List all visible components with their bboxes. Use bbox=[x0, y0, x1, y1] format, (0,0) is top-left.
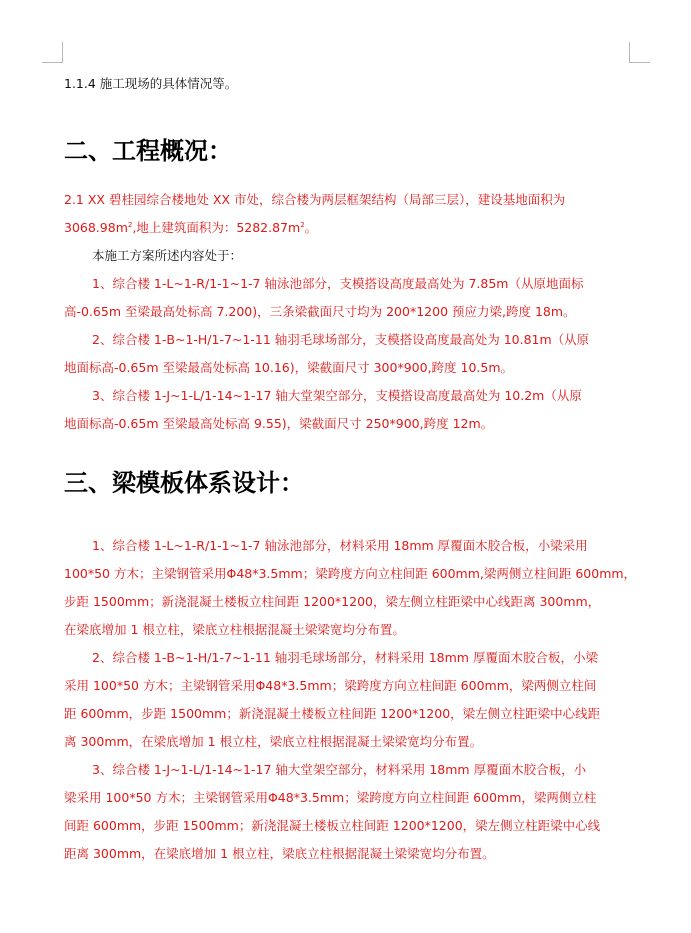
item-line: 地面标高-0.65m 至梁最高处标高 10.16)，梁截面尺寸 300*900,跨度 10.5m。 bbox=[64, 360, 514, 375]
section-2-item-3 bbox=[64, 382, 634, 438]
section-3-item-1 bbox=[64, 532, 637, 644]
item-line: 地面标高-0.65m 至梁最高处标高 9.55)，梁截面尺寸 250*900,跨度 12m。 bbox=[64, 416, 494, 431]
item-line: 距 600mm，步距 1500mm；新浇混凝土楼板立柱间距 1200*1200，梁左侧立柱距梁中心线距 bbox=[64, 706, 601, 721]
scheme-label: 本施工方案所述内容处于： bbox=[92, 248, 243, 263]
section-2-item-1 bbox=[64, 270, 634, 326]
item-line: 距离 300mm，在梁底增加 1 根立柱，梁底立柱根据混凝土梁梁宽均分布置。 bbox=[64, 846, 495, 861]
item-line: 采用 100*50 方木；主梁钢管采用Φ48*3.5mm；梁跨度方向立柱间距 600mm，梁两侧立柱间 bbox=[64, 678, 597, 693]
section-3-item-3 bbox=[64, 756, 634, 868]
item-line: 3、综合楼 1-J~1-L/1-14~1-17 轴大堂架空部分，材料采用 18mm 厚覆面木胶合板，小 bbox=[92, 762, 587, 777]
section-2-item-2 bbox=[64, 326, 634, 382]
item-line: 2、综合楼 1-B~1-H/1-7~1-11 轴羽毛球场部分，支模搭设高度最高处为 10.81m（从原 bbox=[92, 332, 590, 347]
item-line: 3、综合楼 1-J~1-L/1-14~1-17 轴大堂架空部分，支模搭设高度最高处为 10.2m（从原 bbox=[92, 388, 582, 403]
item-line: 在梁底增加 1 根立柱，梁底立柱根据混凝土梁梁宽均分布置。 bbox=[64, 622, 405, 637]
item-line: 离 300mm，在梁底增加 1 根立柱，梁底立柱根据混凝土梁梁宽均分布置。 bbox=[64, 734, 483, 749]
crop-mark-top-right bbox=[629, 42, 650, 63]
item-line: 步距 1500mm；新浇混凝土楼板立柱间距 1200*1200，梁左侧立柱距梁中心线距离 300mm， bbox=[64, 594, 601, 609]
section-3-item-2 bbox=[64, 644, 634, 756]
site-area-sup: 2 bbox=[127, 220, 133, 229]
building-area-sup: 2 bbox=[300, 220, 305, 229]
item-line: 梁采用 100*50 方木；主梁钢管采用Φ48*3.5mm；梁跨度方向立柱间距 600mm，梁两侧立柱 bbox=[64, 790, 597, 805]
item-line: 高-0.65m 至梁最高处标高 7.200)，三条梁截面尺寸均为 200*1200 预应力梁,跨度 18m。 bbox=[64, 304, 576, 319]
intro-end: 。 bbox=[304, 220, 318, 235]
building-area: ,地上建筑面积为：5282.87m bbox=[132, 220, 301, 235]
intro-line-1: 2.1 XX 碧桂园综合楼地处 XX 市处，综合楼为两层框架结构（局部三层），建设基地面积为 bbox=[64, 192, 566, 207]
section-2-intro bbox=[64, 186, 634, 242]
section-2-title: 二、工程概况： bbox=[64, 136, 232, 165]
intro-line-2 bbox=[64, 214, 634, 242]
item-line: 2、综合楼 1-B~1-H/1-7~1-11 轴羽毛球场部分，材料采用 18mm 厚覆面木胶合板，小梁 bbox=[92, 650, 598, 665]
item-line: 1、综合楼 1-L~1-R/1-1~1-7 轴泳池部分，材料采用 18mm 厚覆面木胶合板，小梁采用 bbox=[92, 538, 588, 553]
item-line: 1、综合楼 1-L~1-R/1-1~1-7 轴泳池部分，支模搭设高度最高处为 7.85m（从原地面标 bbox=[92, 276, 584, 291]
crop-mark-top-left bbox=[42, 42, 63, 63]
site-area: 3068.98m bbox=[64, 220, 128, 235]
item-line: 间距 600mm，步距 1500mm；新浇混凝土楼板立柱间距 1200*1200，梁左侧立柱距梁中心线 bbox=[64, 818, 601, 833]
subheading-1-1-4: 1.1.4 施工现场的具体情况等。 bbox=[64, 76, 238, 91]
section-3-title: 三、梁模板体系设计： bbox=[64, 468, 304, 497]
item-line: 100*50 方木；主梁钢管采用Φ48*3.5mm；梁跨度方向立柱间距 600mm,梁两侧立柱间距 600mm， bbox=[64, 566, 637, 581]
document-body bbox=[64, 70, 637, 868]
